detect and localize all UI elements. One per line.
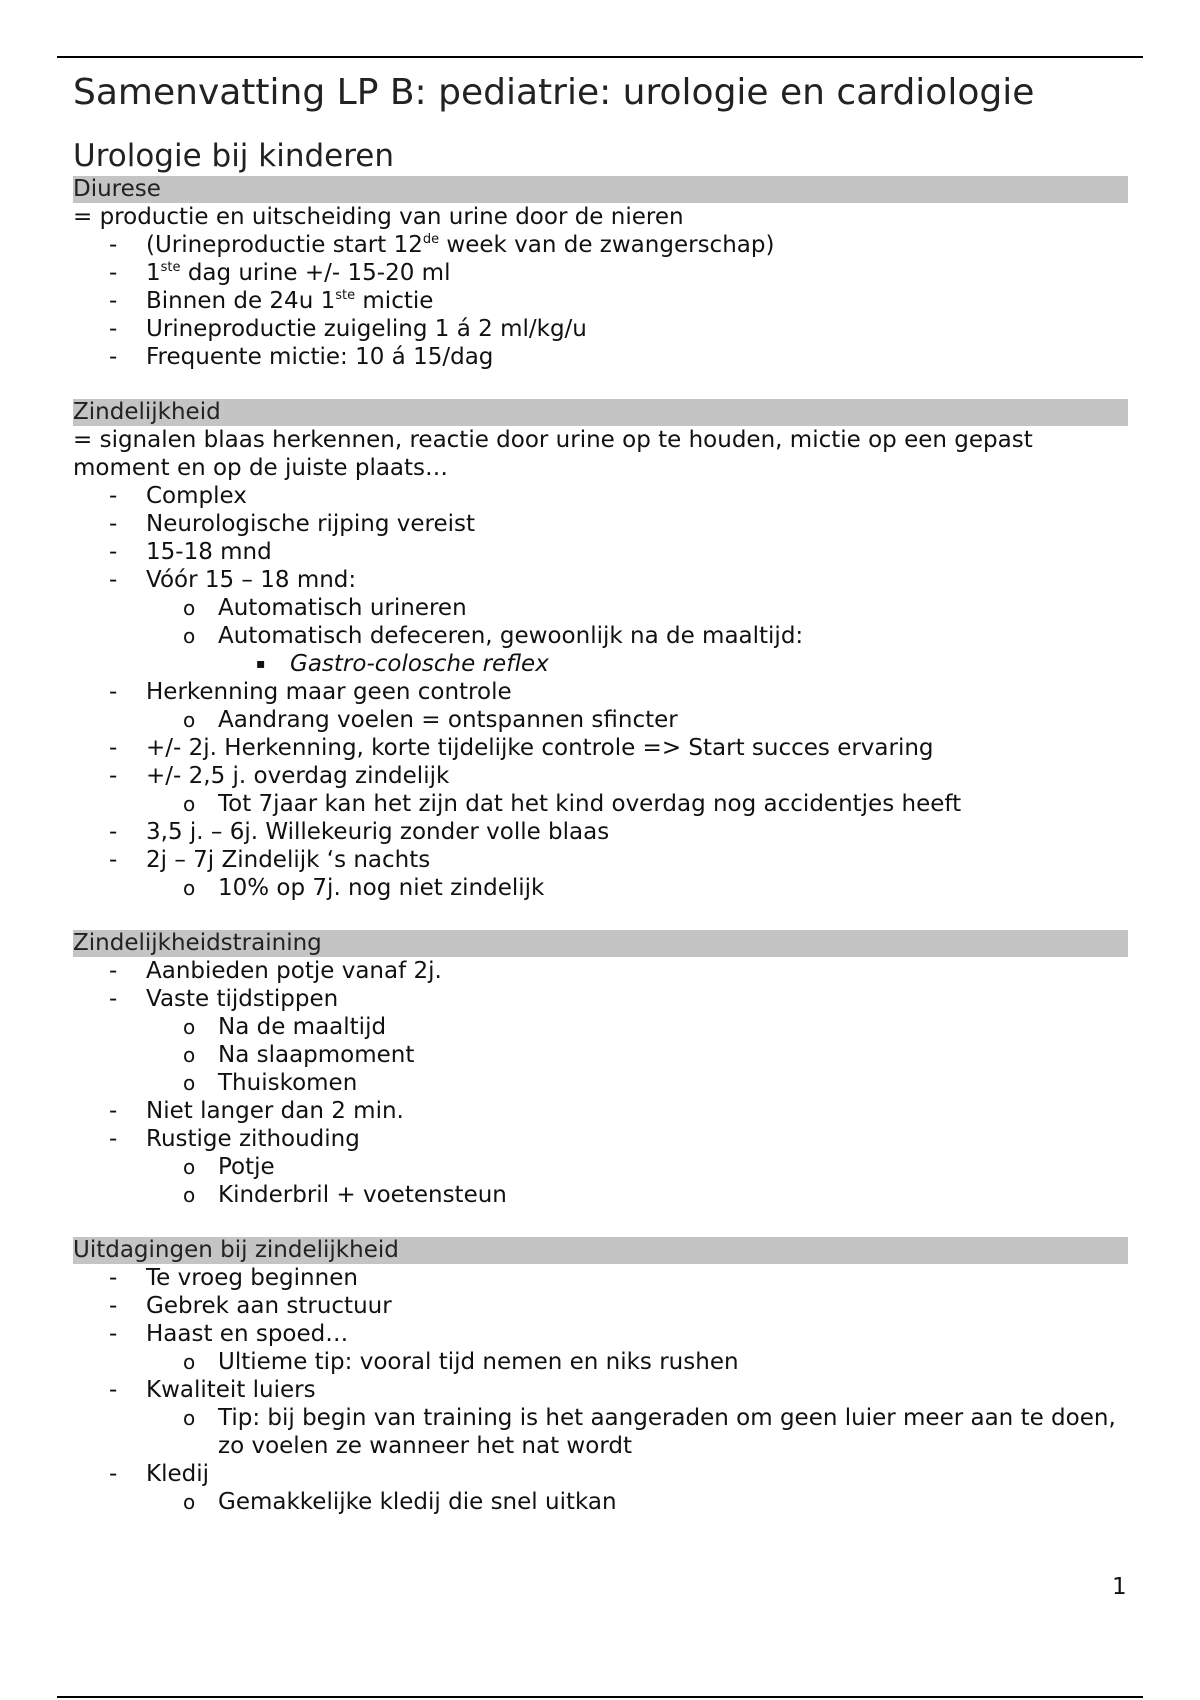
list-item: - Neurologische rijping vereist <box>109 511 476 537</box>
sub-list-item: o 10% op 7j. nog niet zindelijk <box>183 875 545 901</box>
list-item: - Frequente mictie: 10 á 15/dag <box>109 344 494 370</box>
subsection-heading: Diurese <box>73 176 1128 203</box>
sub-list-item: o Automatisch defeceren, gewoonlijk na de maaltijd: <box>183 623 804 649</box>
dash-bullet: - <box>109 958 118 984</box>
section-heading: Urologie bij kinderen <box>73 138 395 174</box>
sub-list-item: o Potje <box>183 1154 275 1180</box>
dash-bullet: - <box>109 1098 118 1124</box>
dash-bullet: - <box>109 1126 118 1152</box>
document-page <box>73 70 1128 1516</box>
sub-list-item: o Aandrang voelen = ontspannen sfincter <box>183 707 678 733</box>
dash-bullet: - <box>109 819 118 845</box>
dash-bullet: - <box>109 567 118 593</box>
circle-bullet-icon: o <box>183 1043 196 1067</box>
circle-bullet-icon: o <box>183 1183 196 1207</box>
document-title: Samenvatting LP B: pediatrie: urologie en cardiologie <box>73 72 1035 113</box>
circle-bullet-icon: o <box>183 1490 196 1514</box>
block-zindelijkheidstraining <box>73 930 1128 1209</box>
block-spacer <box>73 371 1128 399</box>
dash-bullet: - <box>109 1321 118 1347</box>
dash-bullet: - <box>109 344 118 370</box>
circle-bullet-icon: o <box>183 624 196 648</box>
intro-text: = signalen blaas herkennen, reactie door urine op te houden, mictie op een gepast moment en op de juiste plaats… <box>73 427 1033 481</box>
list-item: - Te vroeg beginnen <box>109 1265 358 1291</box>
dash-bullet: - <box>109 288 118 314</box>
dash-bullet: - <box>109 511 118 537</box>
dash-bullet: - <box>109 316 118 342</box>
list-item: - Vóór 15 – 18 mnd: <box>109 567 357 593</box>
list-item: - +/- 2j. Herkenning, korte tijdelijke controle => Start succes ervaring <box>109 735 934 761</box>
sub-list-item: o Kinderbril + voetensteun <box>183 1182 507 1208</box>
dash-bullet: - <box>109 1293 118 1319</box>
block-spacer <box>73 1209 1128 1237</box>
content-blocks <box>73 176 1128 1516</box>
bottom-rule <box>57 1696 1143 1698</box>
sub-list-item: o Gemakkelijke kledij die snel uitkan <box>183 1489 617 1515</box>
circle-bullet-icon: o <box>183 1015 196 1039</box>
subsection-heading: Uitdagingen bij zindelijkheid <box>73 1237 1128 1264</box>
dash-bullet: - <box>109 1461 118 1487</box>
subsection-heading: Zindelijkheid <box>73 399 1128 426</box>
dash-bullet: - <box>109 1265 118 1291</box>
dash-bullet: - <box>109 986 118 1012</box>
circle-bullet-icon: o <box>183 708 196 732</box>
list-item: - Herkenning maar geen controle <box>109 679 512 705</box>
sub-list-item: o Automatisch urineren <box>183 595 467 621</box>
sub-list-item: o Na slaapmoment <box>183 1042 415 1068</box>
circle-bullet-icon: o <box>183 876 196 900</box>
dash-bullet: - <box>109 260 118 286</box>
circle-bullet-icon: o <box>183 596 196 620</box>
block-zindelijkheid <box>73 399 1128 902</box>
page-number: 1 <box>1112 1574 1127 1600</box>
list-item: - +/- 2,5 j. overdag zindelijk <box>109 763 450 789</box>
list-item: - Kledij <box>109 1461 210 1487</box>
list-item: - (Urineproductie start 12de week van de zwangerschap) <box>109 232 775 258</box>
sub-list-item: o Na de maaltijd <box>183 1014 387 1040</box>
list-item: - Niet langer dan 2 min. <box>109 1098 404 1124</box>
list-item: - Gebrek aan structuur <box>109 1293 392 1319</box>
list-item: - Rustige zithouding <box>109 1126 360 1152</box>
list-item: - Binnen de 24u 1ste mictie <box>109 288 434 314</box>
sub-sub-list-item: ▪ Gastro-colosche reflex <box>256 651 549 677</box>
intro-text: = productie en uitscheiding van urine door de nieren <box>73 204 684 230</box>
sub-list-item: o Thuiskomen <box>183 1070 358 1096</box>
dash-bullet: - <box>109 735 118 761</box>
dash-bullet: - <box>109 483 118 509</box>
dash-bullet: - <box>109 539 118 565</box>
circle-bullet-icon: o <box>183 792 196 816</box>
square-bullet-icon: ▪ <box>256 656 266 672</box>
sub-list-item: o Ultieme tip: vooral tijd nemen en niks rushen <box>183 1349 739 1375</box>
subsection-heading: Zindelijkheidstraining <box>73 930 1128 957</box>
circle-bullet-icon: o <box>183 1406 196 1430</box>
dash-bullet: - <box>109 1377 118 1403</box>
list-item: - 3,5 j. – 6j. Willekeurig zonder volle blaas <box>109 819 610 845</box>
list-item: - Vaste tijdstippen <box>109 986 339 1012</box>
dash-bullet: - <box>109 847 118 873</box>
dash-bullet: - <box>109 232 118 258</box>
sub-list-item: o Tip: bij begin van training is het aangeraden om geen luier meer aan te doen, zo voelen ze wanneer het nat wordt <box>183 1405 1116 1459</box>
list-item: - Urineproductie zuigeling 1 á 2 ml/kg/u <box>109 316 587 342</box>
list-item: - Aanbieden potje vanaf 2j. <box>109 958 442 984</box>
list-item: - 2j – 7j Zindelijk ‘s nachts <box>109 847 431 873</box>
dash-bullet: - <box>109 763 118 789</box>
block-uitdagingen <box>73 1237 1128 1516</box>
list-item: - Complex <box>109 483 247 509</box>
list-item: - Haast en spoed… <box>109 1321 349 1347</box>
list-item: - Kwaliteit luiers <box>109 1377 316 1403</box>
block-spacer <box>73 902 1128 930</box>
top-rule <box>57 56 1143 58</box>
circle-bullet-icon: o <box>183 1071 196 1095</box>
sub-list-item: o Tot 7jaar kan het zijn dat het kind overdag nog accidentjes heeft <box>183 791 962 817</box>
circle-bullet-icon: o <box>183 1155 196 1179</box>
list-item: - 1ste dag urine +/- 15-20 ml <box>109 260 451 286</box>
dash-bullet: - <box>109 679 118 705</box>
block-diurese <box>73 176 1128 371</box>
list-item: - 15-18 mnd <box>109 539 272 565</box>
circle-bullet-icon: o <box>183 1350 196 1374</box>
